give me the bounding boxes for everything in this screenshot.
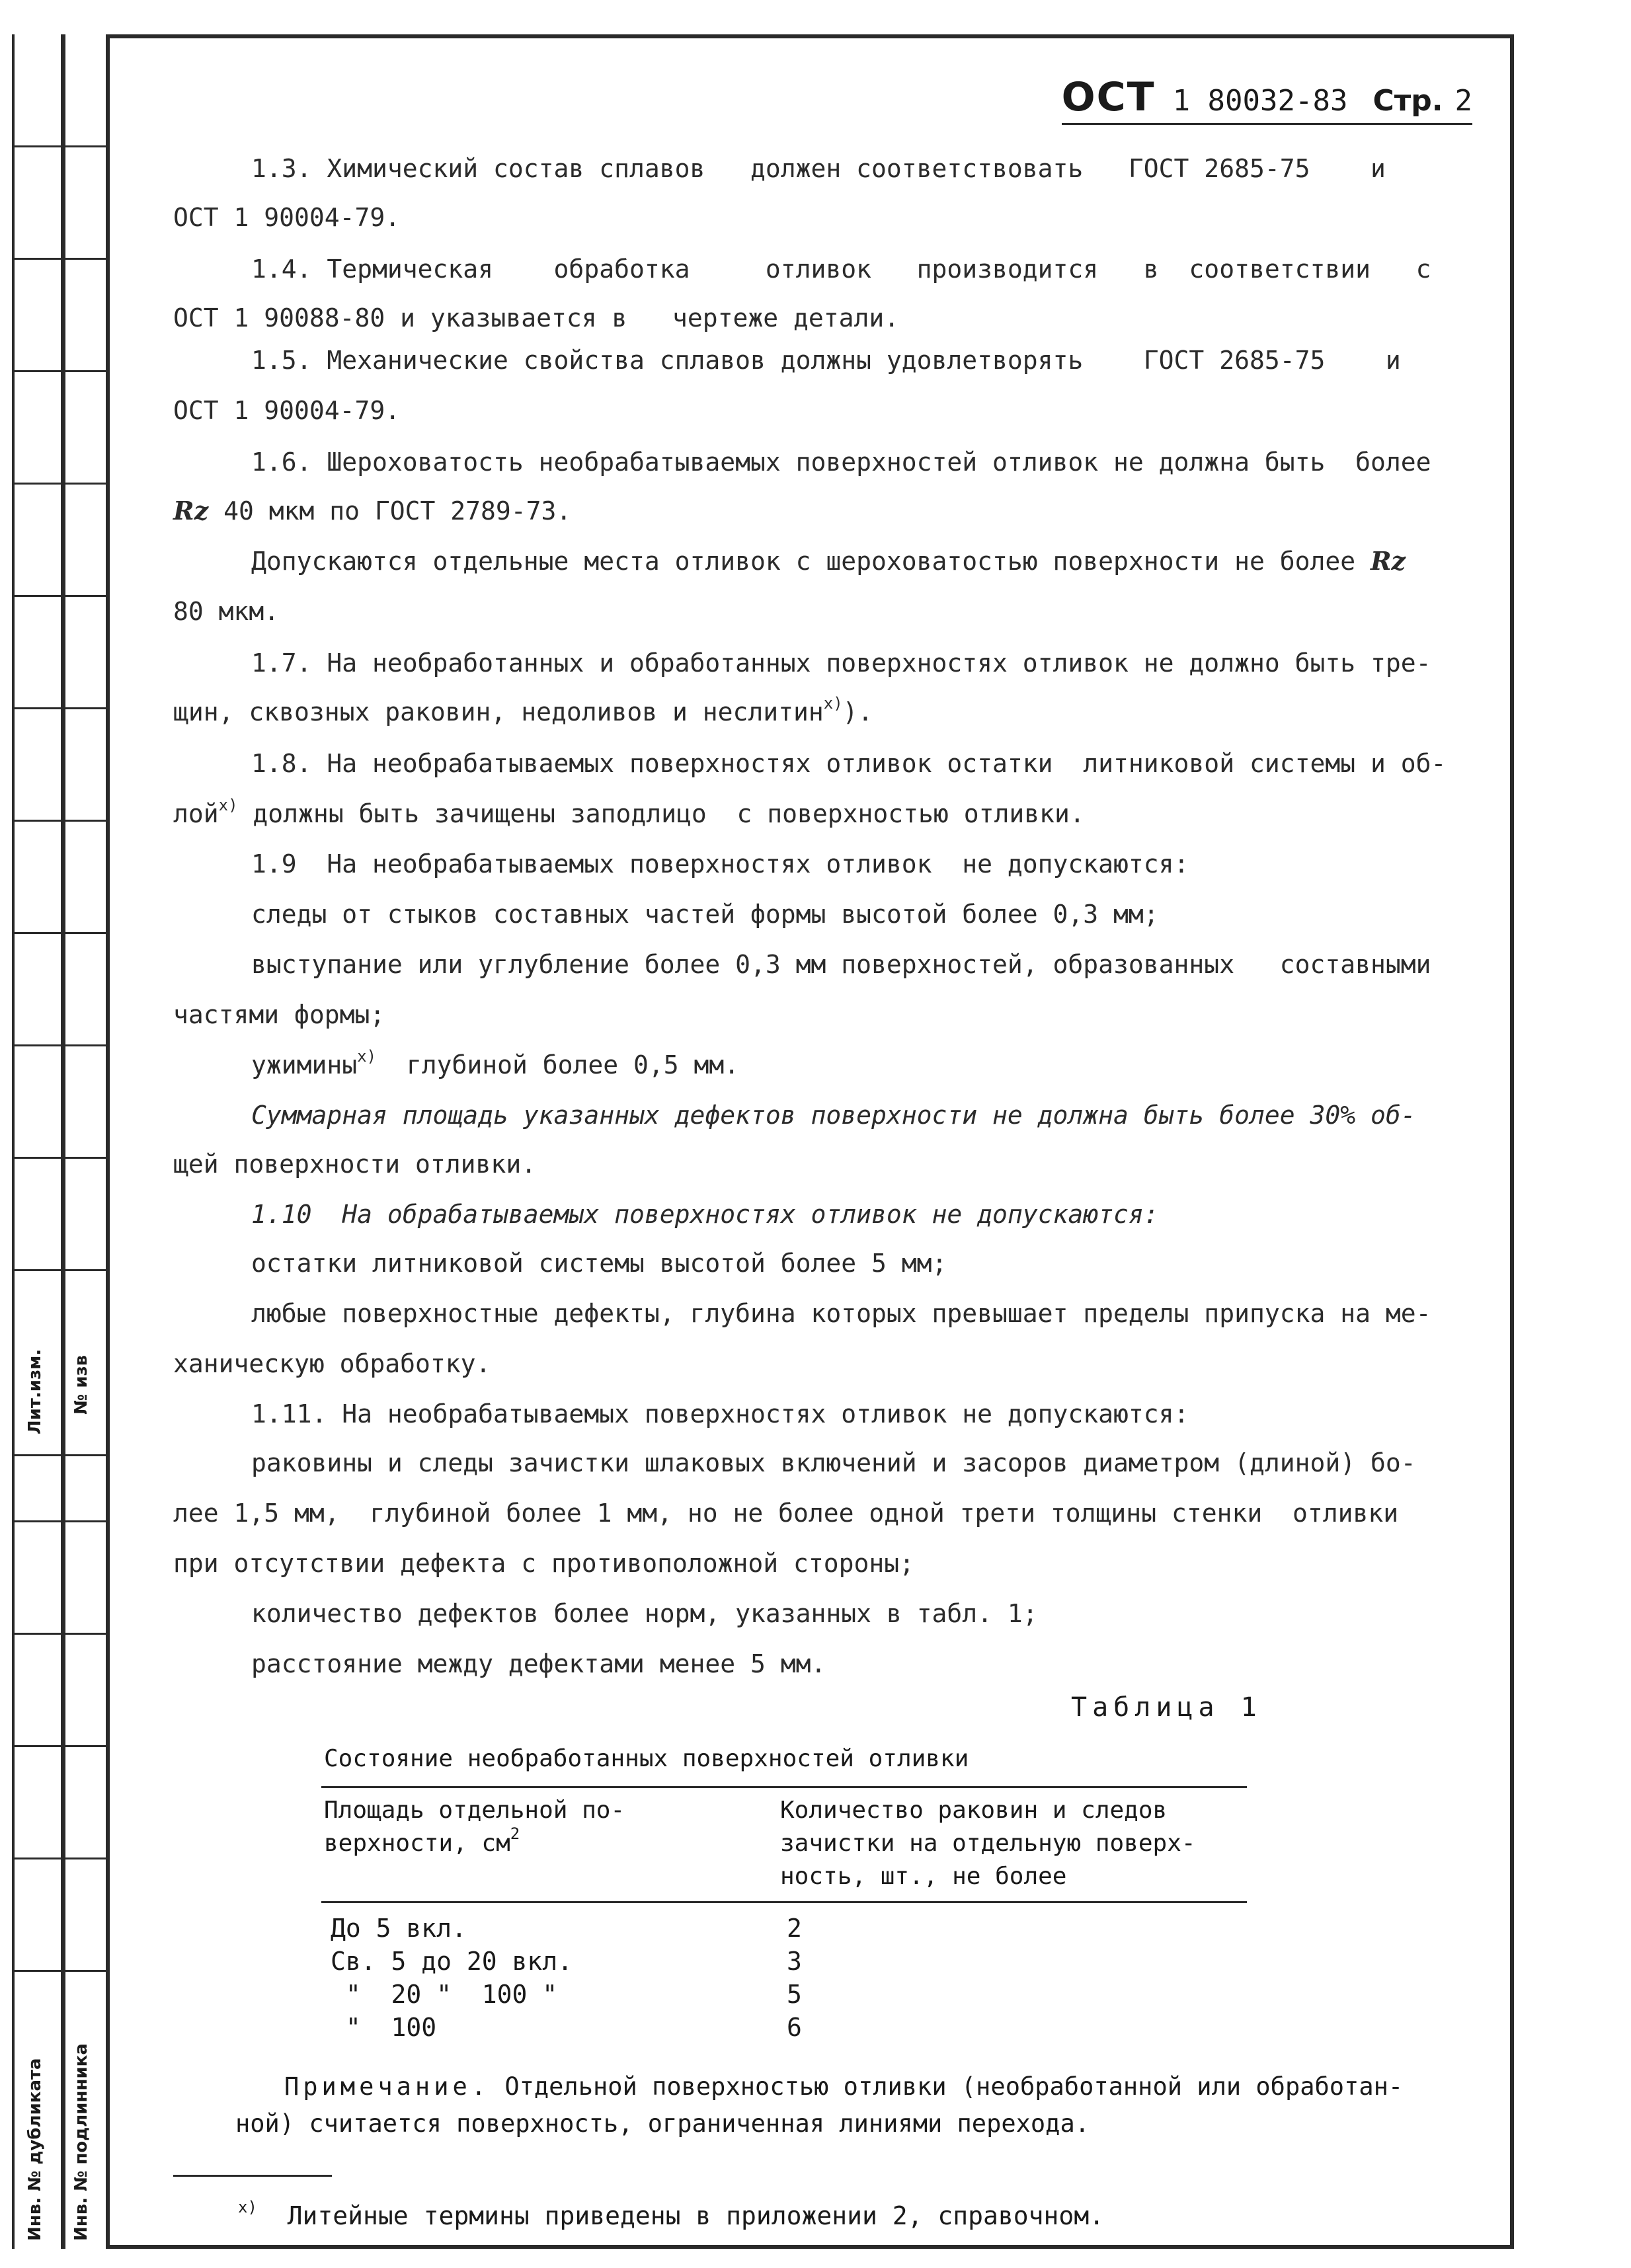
text-line: частями формы;	[173, 1000, 385, 1029]
footnote: $^{x)}$ Литейные термины приведены в приложении 2, справочном.	[238, 2198, 1105, 2230]
text-line: 80 мкм.	[173, 597, 280, 626]
table-note: Примечание. Отдельной поверхностью отливки (необработанной или обработан-	[284, 2072, 1404, 2101]
text-line: выступание или углубление более 0,3 мм поверхностей, образованных составными	[251, 950, 1431, 979]
side-cell-divider	[12, 483, 106, 485]
side-cell-divider	[12, 1633, 106, 1635]
table-cell-area: Св. 5 до 20 вкл.	[331, 1947, 573, 1976]
text-line: лее 1,5 мм, глубиной более 1 мм, но не более одной трети толщины стенки отливки	[173, 1499, 1399, 1528]
side-label-notice-no: № изв	[71, 1354, 91, 1415]
side-cell-divider	[12, 1454, 106, 1456]
text-line: 1.4. Термическая обработка отливок производится в соответствии с	[251, 254, 1431, 284]
side-column-b	[61, 34, 108, 2249]
text-line: 1.5. Механические свойства сплавов должны удовлетворять ГОСТ 2685-75 и	[251, 346, 1401, 375]
side-column-a	[12, 34, 65, 2249]
text-line: щей поверхности отливки.	[173, 1150, 537, 1179]
footnote-rule	[173, 2175, 332, 2177]
footnote-mark: x)	[218, 796, 238, 814]
side-cell-divider	[12, 820, 106, 822]
side-cell-divider	[12, 370, 106, 372]
table-cell-count: 2	[787, 1914, 802, 1943]
text-line: ужимины$^{x)}$ глубиной более 0,5 мм.	[251, 1047, 740, 1079]
table-cell-count: 3	[787, 1947, 802, 1976]
text-line: Rz 40 мкм по ГОСТ 2789-73.	[173, 496, 572, 526]
text-line: лой$^{x)}$ должны быть зачищены заподлицо с поверхностью отливки.	[173, 796, 1085, 828]
standard-prefix: ОСТ	[1061, 74, 1156, 120]
table-header-count: Количество раковин и следов зачистки на отдельную поверх- ность, шт., не более	[780, 1797, 1196, 1890]
footnote-mark: x)	[357, 1047, 377, 1066]
side-cell-divider	[12, 145, 106, 147]
side-cell-divider	[12, 1269, 106, 1271]
table-title: Состояние необработанных поверхностей отливки	[324, 1745, 969, 1772]
side-cell-divider	[12, 1044, 106, 1046]
side-cell-divider	[12, 707, 106, 709]
side-label-original-inv: Инв. № подлинника	[71, 2043, 91, 2241]
text-line: Суммарная площадь указанных дефектов поверхности не должна быть более 30% об-	[251, 1101, 1416, 1130]
text-line: раковины и следы зачистки шлаковых включений и засоров диаметром (длиной) бо-	[251, 1448, 1416, 1477]
text-line: 1.3. Химический состав сплавов должен соответствовать ГОСТ 2685-75 и	[251, 154, 1386, 183]
text-line: ОСТ 1 90004-79.	[173, 396, 401, 425]
rz-symbol: Rz	[1370, 546, 1406, 576]
text-line: ОСТ 1 90004-79.	[173, 203, 401, 232]
text-line: 1.10 На обрабатываемых поверхностях отливок не допускаются:	[251, 1200, 1159, 1229]
table-cell-count: 6	[787, 2013, 802, 2042]
note-label: Примечание.	[284, 2072, 491, 2101]
text-line: 1.8. На необрабатываемых поверхностях отливок остатки литниковой системы и об-	[251, 749, 1447, 778]
table-cell-count: 5	[787, 1980, 802, 2009]
side-cell-divider	[12, 1157, 106, 1159]
page-number: 2	[1454, 84, 1472, 118]
text-line: 1.9 На необрабатываемых поверхностях отливок не допускаются:	[251, 849, 1189, 879]
standard-number: 1 80032-83	[1172, 84, 1348, 118]
side-cell-divider	[12, 595, 106, 597]
table-cell-area: До 5 вкл.	[331, 1914, 467, 1943]
footnote-mark: x)	[823, 694, 843, 713]
table-rule-header	[321, 1901, 1247, 1903]
text-line: ханическую обработку.	[173, 1349, 491, 1378]
table-caption: Таблица 1	[1071, 1692, 1262, 1723]
side-label-duplicate-inv: Инв. № дубликата	[25, 2058, 45, 2241]
page-header	[1062, 74, 1472, 125]
side-cell-divider	[12, 258, 106, 260]
table-cell-area: " 20 " 100 "	[331, 1980, 558, 2009]
footnote-mark: x)	[238, 2198, 257, 2216]
rz-symbol: Rz	[173, 496, 209, 526]
side-cell-divider	[12, 1520, 106, 1522]
side-cell-divider	[12, 1857, 106, 1859]
text-line: следы от стыков составных частей формы высотой более 0,3 мм;	[251, 900, 1159, 929]
text-line: любые поверхностные дефекты, глубина которых превышает пределы припуска на ме-	[251, 1299, 1431, 1328]
table-rule-top	[321, 1786, 1247, 1788]
page-label: Стр.	[1372, 84, 1443, 118]
table-header-area: Площадь отдельной по- верхности, $см^2$	[324, 1797, 625, 1857]
text-line: при отсутствии дефекта с противоположной стороны;	[173, 1549, 915, 1578]
text-line: 1.6. Шероховатость необрабатываемых поверхностей отливок не должна быть более	[251, 448, 1431, 477]
table-cell-area: " 100	[331, 2013, 437, 2042]
side-cell-divider	[12, 932, 106, 934]
text-line: ОСТ 1 90088-80 и указывается в чертеже детали.	[173, 303, 900, 332]
side-cell-divider	[12, 1970, 106, 1972]
text-line: количество дефектов более норм, указанных в табл. 1;	[251, 1599, 1038, 1628]
text-line: расстояние между дефектами менее 5 мм.	[251, 1649, 826, 1678]
text-line: 1.7. На необработанных и обработанных поверхностях отливок не должно быть тре-	[251, 648, 1431, 678]
side-cell-divider	[12, 1745, 106, 1747]
text-line: остатки литниковой системы высотой более 5 мм;	[251, 1249, 947, 1278]
text-line: Допускаются отдельные места отливок с шероховатостью поверхности не более Rz	[251, 546, 1406, 576]
table-note-continuation: ной) считается поверхность, ограниченная линиями перехода.	[235, 2109, 1090, 2138]
text-line: 1.11. На необрабатываемых поверхностях отливок не допускаются:	[251, 1399, 1189, 1428]
text-line: щин, сквозных раковин, недоливов и неслитин$^{x)}$).	[173, 694, 873, 726]
side-label-revision: Лит.изм.	[25, 1349, 45, 1434]
